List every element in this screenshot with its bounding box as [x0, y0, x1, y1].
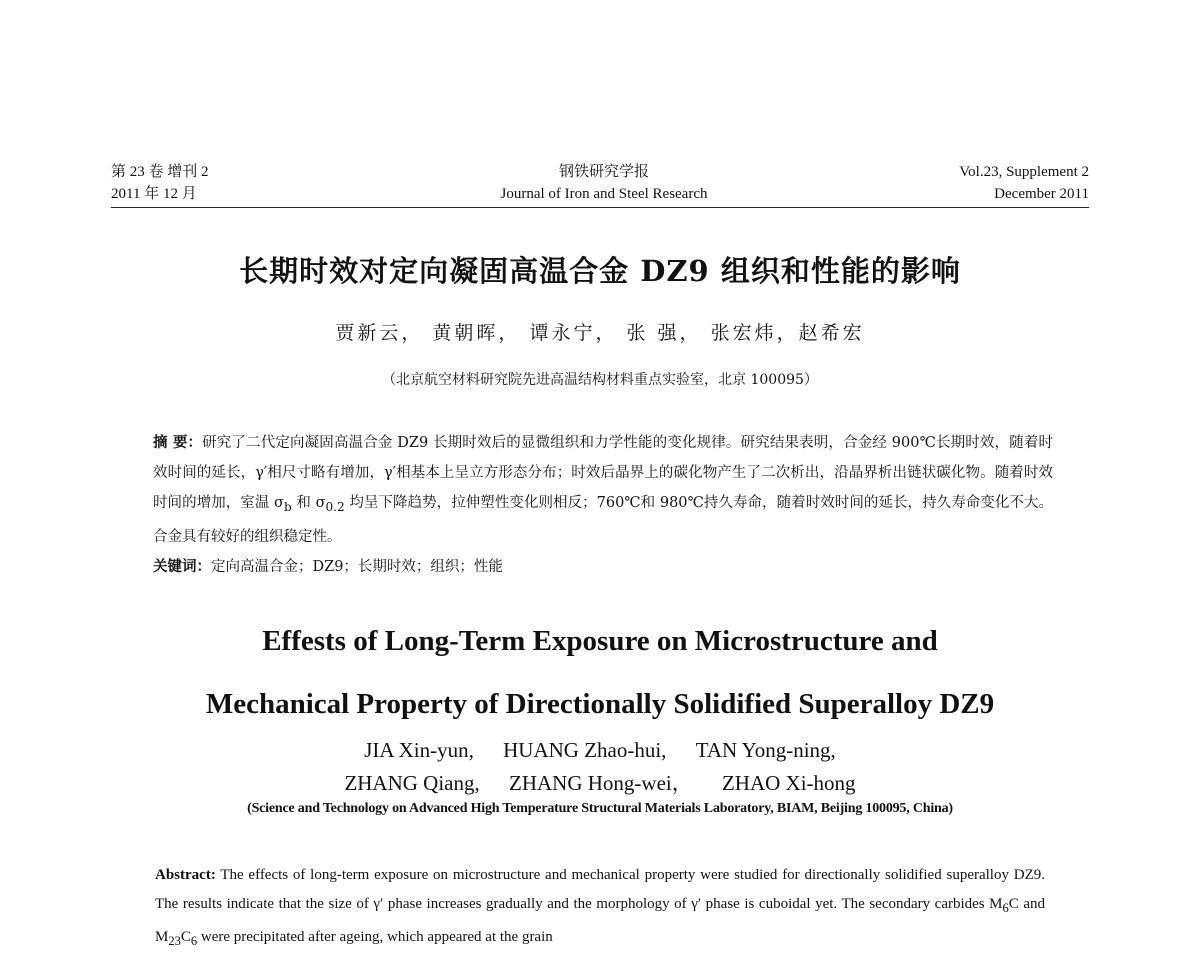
author-en: ZHAO Xi-hong [721, 771, 856, 795]
author-en: TAN Yong-ning, [695, 738, 836, 762]
abstract-cn-label: 摘 要： [153, 434, 203, 451]
keywords-cn-label: 关键词： [153, 557, 211, 575]
m23-subscript: 23 [168, 934, 181, 948]
abstract-cn-text-3: 均呈下降趋势，拉伸塑性变化则相反；760℃和 980℃持久寿命，随着时效时间的延长，持久寿命变化不大。合金具有较好的组织稳定性。 [153, 495, 1053, 545]
journal-volume-info [111, 161, 209, 205]
volume-issue: 第 23 卷 增刊 2 [111, 164, 209, 180]
authors-en-line2 [0, 767, 1200, 797]
journal-name-cn: 钢铁研究学报 [558, 164, 649, 180]
journal-name [400, 161, 808, 205]
authors-en-line1 [0, 738, 1200, 763]
paper-title-en-line2: Mechanical Property of Directionally Solidified Superalloy DZ9 [205, 688, 995, 720]
abstract-cn-text-2: 和 σ [291, 495, 326, 511]
abstract-en-text: The effects of long-term exposure on microstructure and mechanical property were studied for directionally solidified superalloy DZ9. The results indicate that the size of γ′ phase increases gradually and the morphology of γ′ phase is cuboidal yet. The secondary carbides M [155, 867, 1045, 912]
sigma-b-subscript: b [283, 499, 292, 514]
abstract-en [155, 861, 1045, 956]
c6-subscript: 6 [190, 934, 198, 948]
abstract-en-label: Abstract: [155, 867, 216, 883]
abstract-en-text-4: were precipitated after ageing, which appeared at the grain [197, 929, 553, 945]
abstract-cn-text: 研究了二代定向凝固高温合金 DZ9 长期时效后的显微组织和力学性能的变化规律。研究结果表明，合金经 900℃长期时效，随着时效时间的延长，γ′相尺寸略有增加，γ′相基本上呈立方形态分布；时效后晶界上的碳化物产生了二次析出，沿晶界析出链状碳化物。随着时效时间的增加，室温 σ [153, 435, 1053, 511]
abstract-cn [153, 428, 1053, 582]
abstract-en-body [155, 861, 1045, 956]
header-rule [111, 207, 1089, 208]
m6c-subscript: 6 [1002, 901, 1009, 915]
keywords-cn [153, 552, 1053, 582]
keywords-cn-text: 定向高温合金；DZ9；长期时效；组织；性能 [211, 558, 503, 575]
abstract-en-text-2: C and M [155, 896, 1045, 945]
paper-title-cn: 长期时效对定向凝固高温合金 DZ9 组织和性能的影响 [239, 254, 961, 288]
sigma-02-subscript: 0.2 [325, 499, 345, 514]
author-en: HUANG Zhao-hui, [503, 738, 667, 762]
author-en: ZHANG Hong-wei， [509, 771, 693, 795]
affiliation-en: (Science and Technology on Advanced High Temperature Structural Materials Laboratory, BIAM, Beijing 100095, China) [247, 801, 953, 816]
journal-name-en: Journal of Iron and Steel Research [500, 186, 708, 202]
abstract-cn-body [153, 428, 1053, 552]
author-en: ZHANG Qiang, [344, 771, 480, 795]
abstract-en-text-3: C [180, 929, 191, 945]
affiliation-cn: （北京航空材料研究院先进高温结构材料重点实验室，北京 100095） [382, 372, 818, 388]
paper-title-en-line1: Effests of Long-Term Exposure on Microstructure and [262, 625, 938, 657]
volume-supplement-en: Vol.23, Supplement 2 [959, 164, 1089, 180]
journal-volume-info-en [959, 161, 1089, 205]
publication-date-en: December 2011 [994, 186, 1089, 202]
author-en: JIA Xin-yun, [364, 738, 474, 762]
authors-cn: 贾新云， 黄朝晖， 谭永宁， 张 强， 张宏炜，赵希宏 [335, 322, 865, 344]
publication-date-cn: 2011 年 12 月 [111, 186, 197, 202]
